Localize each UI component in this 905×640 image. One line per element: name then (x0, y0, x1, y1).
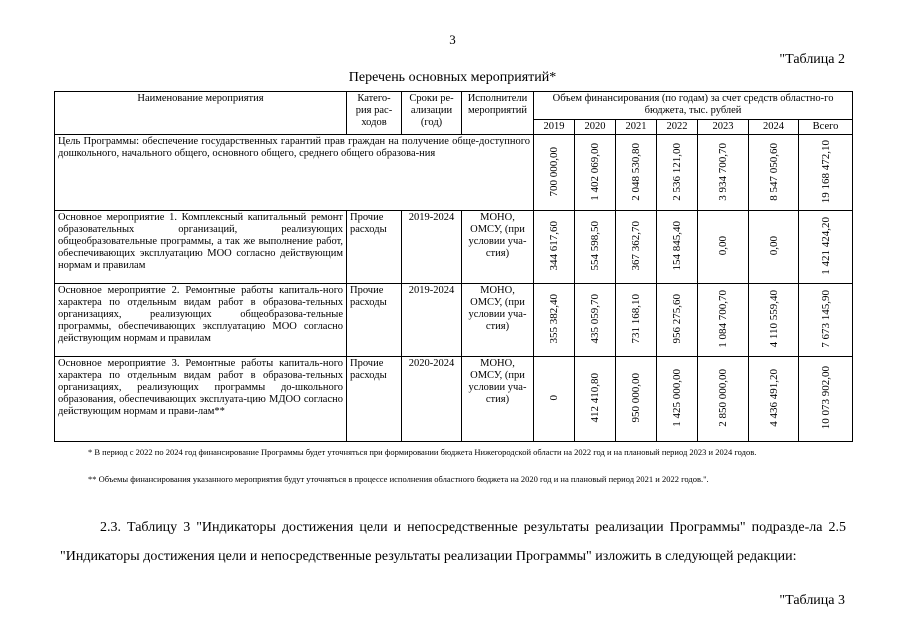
table-row (55, 211, 853, 284)
funding-value: 344 617,60 (548, 221, 560, 271)
table-row (55, 284, 853, 357)
header-year: 2024 (749, 120, 799, 135)
measure-executors: МОНО, ОМСУ, (при условии уча-стия) (462, 211, 534, 284)
footnote-2: ** Объемы финансирования указанного мероприятия будут уточняться в процессе исполнения областного бюджета на 2020 год и на плановый период 2021 и 2022 годов.". (88, 474, 709, 484)
measure-name: Основное мероприятие 1. Комплексный капитальный ремонт образовательных организаций, реализующих общеобразовательные программы, а так же выполнение работ, обеспечивающих эксплуатацию МОО согласно действующим нормам и правилам (55, 211, 347, 284)
funding-value: 2 850 000,00 (717, 369, 729, 427)
measure-terms: 2019-2024 (402, 284, 462, 357)
header-executors: Исполнители мероприятий (462, 92, 534, 135)
table-title: Перечень основных мероприятий* (348, 70, 557, 85)
header-year: 2019 (534, 120, 575, 135)
measure-category: Прочие расходы (347, 211, 402, 284)
funding-value: 1 402 069,00 (589, 142, 601, 201)
funding-value: 700 000,00 (548, 146, 560, 197)
funding-value: 8 547 050,60 (767, 142, 780, 201)
funding-value: 0 (548, 395, 560, 401)
funding-value: 0,00 (717, 236, 729, 256)
table-3-label: "Таблица 3 (779, 593, 845, 608)
funding-value: 4 110 559,40 (767, 290, 780, 348)
funding-value: 0,00 (767, 236, 780, 256)
funding-value: 154 845,40 (671, 221, 683, 271)
body-paragraph: 2.3. Таблицу 3 "Индикаторы достижения цели и непосредственные результаты реализации Программы" подразде-ла 2.5 "Индикаторы достижения цели и непосредственные результаты реализации Программы" изложить в следующей редакции: (60, 520, 846, 564)
measure-name: Основное мероприятие 3. Ремонтные работы капиталь-ного характера по отдельным видам работ в образова-тельных организациях, реализующих программы до-школьного образования, обеспечивающих эксплуата-цию МДОО согласно действующим нормам и прави-лам** (55, 357, 347, 442)
funding-value: 950 000,00 (630, 373, 642, 423)
funding-total: 1 421 424,20 (819, 217, 832, 275)
funding-value: 3 934 700,70 (717, 142, 729, 201)
header-year: 2022 (657, 120, 698, 135)
funding-value: 435 059,70 (589, 294, 601, 344)
measures-table (54, 91, 853, 442)
page-number: 3 (449, 32, 456, 47)
header-year: 2020 (575, 120, 616, 135)
funding-value: 956 275,60 (671, 294, 683, 344)
header-name: Наименование мероприятия (55, 92, 347, 135)
table-row (55, 357, 853, 442)
header-year: 2023 (698, 120, 749, 135)
funding-value: 2 536 121,00 (671, 142, 683, 201)
funding-value: 2 048 530,80 (630, 142, 642, 201)
funding-value: 4 436 491,20 (767, 369, 780, 427)
measure-category: Прочие расходы (347, 357, 402, 442)
footnote-1: * В период с 2022 по 2024 год финансирование Программы будет уточняться при формировании бюджета Нижегородской области на 2022 год и на плановый период 2023 и 2024 годов. (88, 447, 757, 457)
funding-value: 412 410,80 (589, 373, 601, 423)
funding-value: 731 168,10 (630, 294, 642, 344)
measure-terms: 2020-2024 (402, 357, 462, 442)
measure-category: Прочие расходы (347, 284, 402, 357)
measure-name: Основное мероприятие 2. Ремонтные работы капиталь-ного характера по отдельным видам работ в образова-тельных организациях, реализующих общеобразова-тельные программы, обеспечивающих эксплуатацию МОО согласно действующим нормам и правилам (55, 284, 347, 357)
measure-executors: МОНО, ОМСУ, (при условии уча-стия) (462, 284, 534, 357)
funding-total: 7 673 145,90 (819, 290, 832, 348)
goal-cell: Цель Программы: обеспечение государственных гарантий прав граждан на получение обще-доступного дошкольного, начального общего, основного общего, среднего общего образова-ния (55, 135, 534, 211)
funding-value: 355 382,40 (548, 294, 560, 344)
measure-terms: 2019-2024 (402, 211, 462, 284)
funding-value: 1 084 700,70 (717, 290, 729, 348)
funding-value: 367 362,70 (630, 221, 642, 271)
header-category: Катего-рия рас-ходов (347, 92, 402, 135)
funding-total: 10 073 902,00 (819, 366, 832, 430)
header-year: 2021 (616, 120, 657, 135)
funding-total: 19 168 472,10 (819, 139, 832, 204)
header-total: Всего (799, 120, 853, 135)
measure-executors: МОНО, ОМСУ, (при условии уча-стия) (462, 357, 534, 442)
table-2-label: "Таблица 2 (779, 52, 845, 67)
table-row (55, 135, 853, 211)
header-funding: Объем финансирования (по годам) за счет средств областно-го бюджета, тыс. рублей (534, 92, 853, 120)
header-terms: Сроки ре-ализации (год) (402, 92, 462, 135)
funding-value: 1 425 000,00 (671, 369, 683, 427)
funding-value: 554 598,50 (589, 221, 601, 271)
